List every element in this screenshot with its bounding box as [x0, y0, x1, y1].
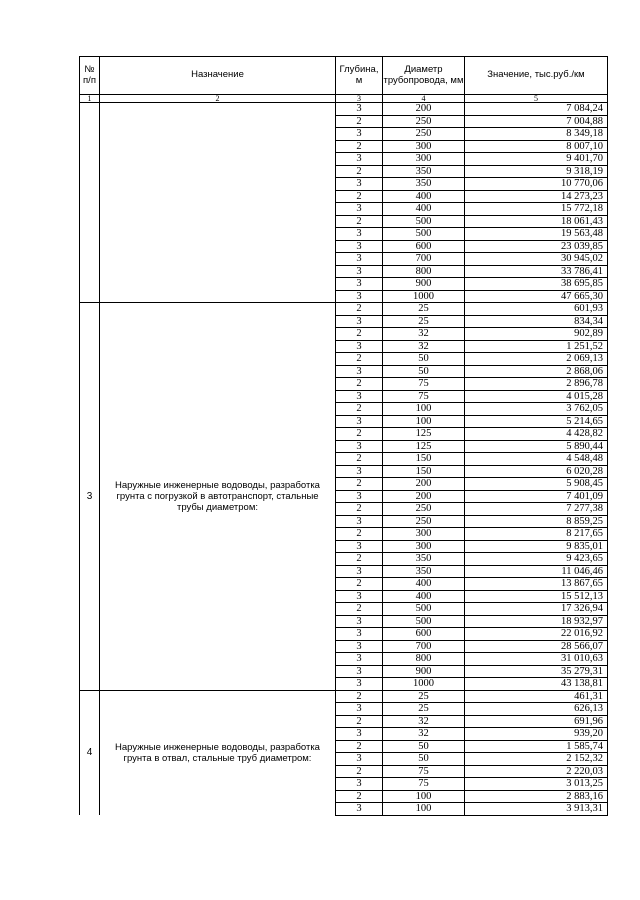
- diameter-cell: 100: [383, 803, 465, 816]
- value-cell: 13 867,65: [465, 578, 608, 591]
- depth-cell: 2: [336, 428, 383, 441]
- diameter-cell: 125: [383, 440, 465, 453]
- value-cell: 601,93: [465, 303, 608, 316]
- value-cell: 8 007,10: [465, 140, 608, 153]
- value-cell: 38 695,85: [465, 278, 608, 291]
- value-cell: 15 772,18: [465, 203, 608, 216]
- diameter-cell: 1000: [383, 678, 465, 691]
- depth-cell: 3: [336, 778, 383, 791]
- value-cell: 2 868,06: [465, 365, 608, 378]
- section-number: 3: [80, 303, 100, 691]
- depth-cell: 3: [336, 315, 383, 328]
- diameter-cell: 250: [383, 515, 465, 528]
- depth-cell: 3: [336, 590, 383, 603]
- diameter-cell: 300: [383, 140, 465, 153]
- depth-cell: 3: [336, 615, 383, 628]
- diameter-cell: 150: [383, 465, 465, 478]
- depth-cell: 2: [336, 453, 383, 466]
- depth-cell: 3: [336, 265, 383, 278]
- depth-cell: 3: [336, 703, 383, 716]
- section-title: [100, 103, 336, 303]
- depth-cell: 3: [336, 653, 383, 666]
- diameter-cell: 200: [383, 103, 465, 116]
- diameter-cell: 75: [383, 778, 465, 791]
- depth-cell: 3: [336, 440, 383, 453]
- value-cell: 902,89: [465, 328, 608, 341]
- value-cell: 22 016,92: [465, 628, 608, 641]
- depth-cell: 2: [336, 403, 383, 416]
- depth-cell: 3: [336, 240, 383, 253]
- table-row: [80, 303, 608, 316]
- value-cell: 10 770,06: [465, 178, 608, 191]
- depth-cell: 2: [336, 715, 383, 728]
- diameter-cell: 350: [383, 165, 465, 178]
- depth-cell: 3: [336, 253, 383, 266]
- diameter-cell: 50: [383, 365, 465, 378]
- diameter-cell: 150: [383, 453, 465, 466]
- value-cell: 2 883,16: [465, 790, 608, 803]
- depth-cell: 3: [336, 753, 383, 766]
- value-cell: 5 908,45: [465, 478, 608, 491]
- diameter-cell: 300: [383, 540, 465, 553]
- value-cell: 4 428,82: [465, 428, 608, 441]
- diameter-cell: 600: [383, 628, 465, 641]
- value-cell: 9 401,70: [465, 153, 608, 166]
- diameter-cell: 500: [383, 603, 465, 616]
- depth-cell: 3: [336, 465, 383, 478]
- diameter-cell: 350: [383, 565, 465, 578]
- value-cell: 18 061,43: [465, 215, 608, 228]
- value-cell: 43 138,81: [465, 678, 608, 691]
- depth-cell: 2: [336, 378, 383, 391]
- diameter-cell: 1000: [383, 290, 465, 303]
- diameter-cell: 350: [383, 178, 465, 191]
- depth-cell: 3: [336, 103, 383, 116]
- diameter-cell: 350: [383, 553, 465, 566]
- depth-cell: 2: [336, 503, 383, 516]
- diameter-cell: 25: [383, 690, 465, 703]
- value-cell: 2 069,13: [465, 353, 608, 366]
- depth-cell: 2: [336, 603, 383, 616]
- depth-cell: 2: [336, 478, 383, 491]
- depth-cell: 3: [336, 228, 383, 241]
- value-cell: 28 566,07: [465, 640, 608, 653]
- depth-cell: 3: [336, 515, 383, 528]
- header-row: [80, 57, 608, 95]
- depth-cell: 2: [336, 165, 383, 178]
- value-cell: 47 665,30: [465, 290, 608, 303]
- value-cell: 9 835,01: [465, 540, 608, 553]
- depth-cell: 2: [336, 190, 383, 203]
- value-cell: 23 039,85: [465, 240, 608, 253]
- header-num: № п/п: [80, 57, 100, 95]
- value-cell: 15 512,13: [465, 590, 608, 603]
- depth-cell: 3: [336, 678, 383, 691]
- table-row: [80, 103, 608, 116]
- table-row: [80, 690, 608, 703]
- diameter-cell: 32: [383, 340, 465, 353]
- depth-cell: 3: [336, 290, 383, 303]
- diameter-cell: 32: [383, 728, 465, 741]
- value-cell: 1 585,74: [465, 740, 608, 753]
- value-cell: 7 277,38: [465, 503, 608, 516]
- value-cell: 8 349,18: [465, 128, 608, 141]
- section-title: Наружные инженерные водоводы, разработка грунта с погрузкой в автотранспорт, стальные трубы диаметром:: [100, 303, 336, 691]
- value-cell: 5 214,65: [465, 415, 608, 428]
- diameter-cell: 900: [383, 665, 465, 678]
- diameter-cell: 250: [383, 128, 465, 141]
- value-cell: 4 015,28: [465, 390, 608, 403]
- diameter-cell: 800: [383, 653, 465, 666]
- depth-cell: 3: [336, 390, 383, 403]
- diameter-cell: 100: [383, 415, 465, 428]
- diameter-cell: 200: [383, 490, 465, 503]
- diameter-cell: 25: [383, 703, 465, 716]
- diameter-cell: 400: [383, 190, 465, 203]
- diameter-cell: 50: [383, 740, 465, 753]
- depth-cell: 2: [336, 553, 383, 566]
- value-cell: 834,34: [465, 315, 608, 328]
- diameter-cell: 50: [383, 353, 465, 366]
- diameter-cell: 500: [383, 215, 465, 228]
- value-cell: 7 401,09: [465, 490, 608, 503]
- diameter-cell: 75: [383, 378, 465, 391]
- diameter-cell: 25: [383, 303, 465, 316]
- value-cell: 30 945,02: [465, 253, 608, 266]
- value-cell: 6 020,28: [465, 465, 608, 478]
- value-cell: 2 896,78: [465, 378, 608, 391]
- diameter-cell: 200: [383, 478, 465, 491]
- diameter-cell: 250: [383, 503, 465, 516]
- depth-cell: 3: [336, 128, 383, 141]
- value-cell: 2 152,32: [465, 753, 608, 766]
- diameter-cell: 300: [383, 528, 465, 541]
- value-cell: 3 762,05: [465, 403, 608, 416]
- diameter-cell: 100: [383, 403, 465, 416]
- value-cell: 33 786,41: [465, 265, 608, 278]
- diameter-cell: 400: [383, 578, 465, 591]
- column-number-row: [80, 95, 608, 103]
- depth-cell: 2: [336, 353, 383, 366]
- diameter-cell: 700: [383, 640, 465, 653]
- depth-cell: 3: [336, 278, 383, 291]
- depth-cell: 3: [336, 803, 383, 816]
- header-name: Назначение: [100, 57, 336, 95]
- diameter-cell: 400: [383, 203, 465, 216]
- value-cell: 18 932,97: [465, 615, 608, 628]
- depth-cell: 3: [336, 153, 383, 166]
- value-cell: 17 326,94: [465, 603, 608, 616]
- value-cell: 8 859,25: [465, 515, 608, 528]
- value-cell: 3 913,31: [465, 803, 608, 816]
- depth-cell: 2: [336, 690, 383, 703]
- depth-cell: 2: [336, 528, 383, 541]
- diameter-cell: 400: [383, 590, 465, 603]
- value-cell: 31 010,63: [465, 653, 608, 666]
- table-body: [80, 57, 608, 816]
- value-cell: 19 563,48: [465, 228, 608, 241]
- depth-cell: 2: [336, 215, 383, 228]
- value-cell: 461,31: [465, 690, 608, 703]
- depth-cell: 3: [336, 178, 383, 191]
- depth-cell: 3: [336, 340, 383, 353]
- diameter-cell: 800: [383, 265, 465, 278]
- diameter-cell: 75: [383, 765, 465, 778]
- value-cell: 3 013,25: [465, 778, 608, 791]
- diameter-cell: 900: [383, 278, 465, 291]
- depth-cell: 2: [336, 303, 383, 316]
- value-cell: 2 220,03: [465, 765, 608, 778]
- header-depth: Глубина, м: [336, 57, 383, 95]
- diameter-cell: 250: [383, 115, 465, 128]
- depth-cell: 3: [336, 728, 383, 741]
- depth-cell: 2: [336, 790, 383, 803]
- diameter-cell: 100: [383, 790, 465, 803]
- value-cell: 4 548,48: [465, 453, 608, 466]
- depth-cell: 3: [336, 490, 383, 503]
- value-cell: 691,96: [465, 715, 608, 728]
- column-number: 5: [465, 95, 608, 103]
- header-value: Значение, тыс.руб./км: [465, 57, 608, 95]
- tariff-table: [79, 56, 608, 816]
- diameter-cell: 700: [383, 253, 465, 266]
- value-cell: 7 004,88: [465, 115, 608, 128]
- depth-cell: 2: [336, 740, 383, 753]
- diameter-cell: 75: [383, 390, 465, 403]
- depth-cell: 3: [336, 203, 383, 216]
- depth-cell: 3: [336, 415, 383, 428]
- header-diameter: Диаметр трубопровода, мм: [383, 57, 465, 95]
- depth-cell: 2: [336, 328, 383, 341]
- diameter-cell: 32: [383, 328, 465, 341]
- column-number: 1: [80, 95, 100, 103]
- section-title: Наружные инженерные водоводы, разработка грунта в отвал, стальные труб диаметром:: [100, 690, 336, 815]
- value-cell: 9 318,19: [465, 165, 608, 178]
- column-number: 2: [100, 95, 336, 103]
- diameter-cell: 500: [383, 228, 465, 241]
- depth-cell: 3: [336, 565, 383, 578]
- value-cell: 9 423,65: [465, 553, 608, 566]
- diameter-cell: 600: [383, 240, 465, 253]
- value-cell: 35 279,31: [465, 665, 608, 678]
- diameter-cell: 50: [383, 753, 465, 766]
- value-cell: 1 251,52: [465, 340, 608, 353]
- depth-cell: 3: [336, 365, 383, 378]
- depth-cell: 3: [336, 640, 383, 653]
- value-cell: 939,20: [465, 728, 608, 741]
- value-cell: 5 890,44: [465, 440, 608, 453]
- column-number: 3: [336, 95, 383, 103]
- column-number: 4: [383, 95, 465, 103]
- depth-cell: 2: [336, 140, 383, 153]
- depth-cell: 3: [336, 665, 383, 678]
- diameter-cell: 300: [383, 153, 465, 166]
- value-cell: 11 046,46: [465, 565, 608, 578]
- value-cell: 626,13: [465, 703, 608, 716]
- diameter-cell: 125: [383, 428, 465, 441]
- depth-cell: 3: [336, 540, 383, 553]
- depth-cell: 3: [336, 628, 383, 641]
- value-cell: 14 273,23: [465, 190, 608, 203]
- section-number: 4: [80, 690, 100, 815]
- diameter-cell: 500: [383, 615, 465, 628]
- depth-cell: 2: [336, 115, 383, 128]
- depth-cell: 2: [336, 765, 383, 778]
- diameter-cell: 32: [383, 715, 465, 728]
- depth-cell: 2: [336, 578, 383, 591]
- section-number: [80, 103, 100, 303]
- value-cell: 8 217,65: [465, 528, 608, 541]
- diameter-cell: 25: [383, 315, 465, 328]
- value-cell: 7 084,24: [465, 103, 608, 116]
